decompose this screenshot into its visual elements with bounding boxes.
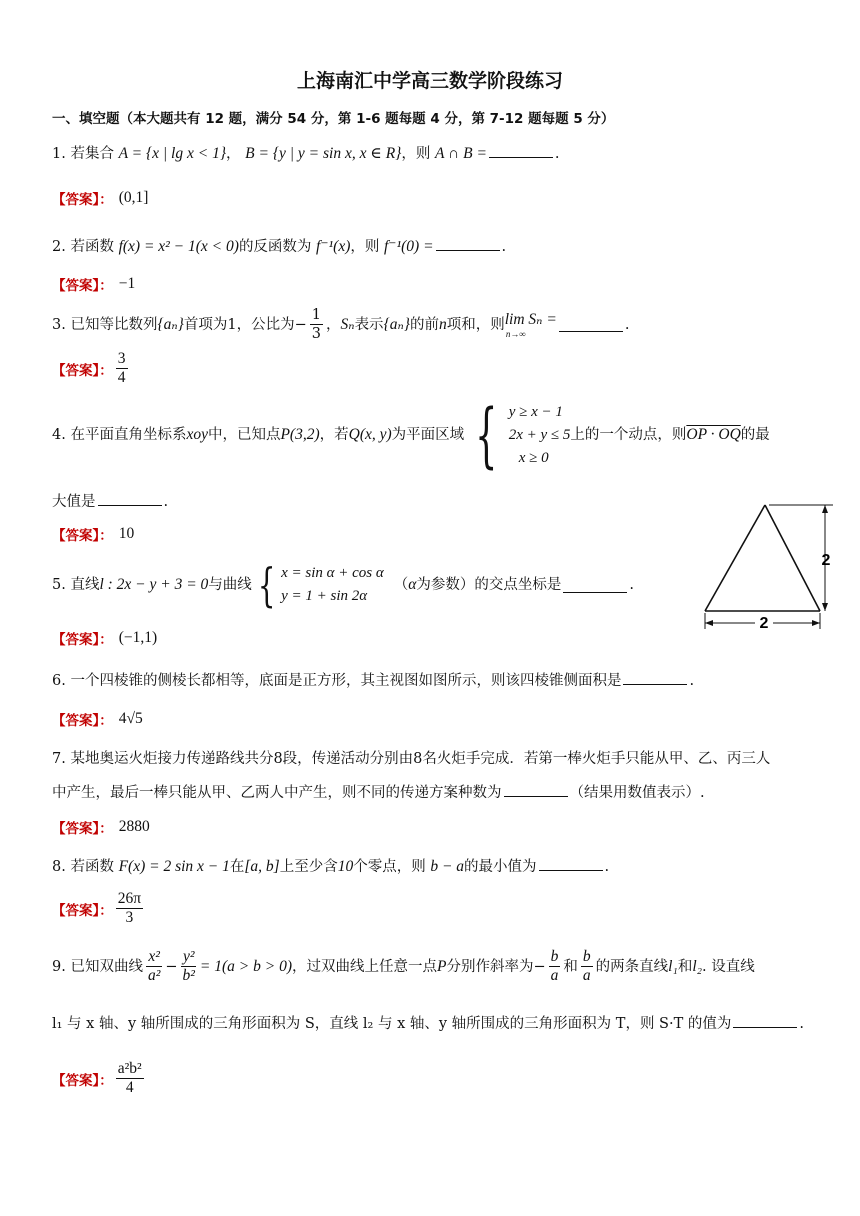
pyramid-front-view-figure [697, 495, 837, 635]
figure-left-edge [705, 505, 765, 611]
answer-label: 【答案】： [52, 713, 113, 729]
q3-sn: Sₙ [340, 315, 355, 333]
q3-text2: 首项为1，公比为 [183, 316, 295, 333]
q3-seq: {aₙ} [157, 315, 184, 333]
answer-value: (−1,1) [118, 629, 158, 646]
answer-label: 【答案】： [52, 1072, 113, 1089]
answer-1 [52, 188, 148, 208]
q4-text2: 中，已知点 [207, 427, 281, 443]
answer-5 [52, 628, 157, 648]
q9-point: P [437, 957, 447, 975]
answer-4 [52, 524, 134, 544]
q9-text3: 分别作斜率为 [446, 958, 534, 975]
answer-value [116, 1060, 144, 1097]
frac-num: x² [148, 948, 160, 965]
q8-text4: 个零点，则 [353, 859, 426, 875]
answer-blank [623, 670, 687, 685]
q2-function: f(x) = x² − 1(x < 0) [118, 238, 239, 255]
q4-end: . [163, 494, 169, 510]
question-8 [52, 856, 609, 877]
question-3 [52, 306, 629, 343]
curve-x: x = sin α + cos α [281, 565, 384, 581]
question-5 [52, 558, 634, 612]
question-9 [52, 948, 755, 985]
frac-num: b [550, 948, 559, 965]
q9-and: 和 [563, 958, 578, 975]
answer-label: 【答案】： [52, 632, 113, 648]
answer-6 [52, 709, 143, 729]
q2-text: 2. 若函数 [52, 239, 114, 255]
q1-end: . [554, 146, 560, 162]
q3-limit-expr: lim Sₙ = [504, 311, 557, 328]
q2-end: . [501, 239, 507, 255]
q3-n: n [439, 315, 447, 333]
answer-label: 【答案】： [52, 821, 113, 837]
q9-slope-pos [581, 948, 593, 985]
answer-3 [52, 350, 131, 387]
answer-blank [504, 782, 568, 797]
frac-num: b [582, 948, 591, 965]
q5-alpha: α [408, 576, 417, 593]
q9-and2: 和 [677, 958, 693, 975]
q9-l2: l₂ [692, 957, 703, 975]
answer-blank [98, 491, 162, 506]
q4-text3: ，若 [319, 427, 349, 443]
q4-plane: xoy [186, 426, 208, 443]
brace: { [475, 394, 498, 476]
q7-line2: 中产生，最后一棒只能从甲、乙两人中产生，则不同的传递方案种数为 [52, 785, 502, 801]
answer-blank [489, 143, 553, 158]
answer-label: 【答案】： [52, 192, 113, 208]
constraint-3: x ≥ 0 [518, 449, 549, 466]
answer-blank [539, 856, 603, 871]
answer-7 [52, 817, 150, 837]
q2-inverse: f⁻¹(x) [316, 238, 351, 255]
q2-text2: 的反函数为 [238, 239, 312, 255]
q1-text2: ，则 [401, 146, 431, 162]
frac-num: 3 [117, 350, 126, 367]
frac-den: a [582, 967, 591, 984]
constraint-1: y ≥ x − 1 [508, 403, 563, 420]
q9-text: 9. 已知双曲线 [52, 958, 143, 975]
q6-text: 6. 一个四棱锥的侧棱长都相等，底面是正方形，其主视图如图所示，则该四棱锥侧面积是 [52, 673, 622, 689]
q4-constraint-system [464, 394, 571, 476]
base-label: 2 [759, 615, 769, 632]
q9-text4: 的两条直线 [595, 958, 669, 975]
answer-value: (0,1] [118, 189, 149, 206]
question-4 [52, 394, 770, 476]
frac-den: 4 [117, 369, 126, 386]
frac-den: 4 [125, 1079, 134, 1096]
q9-text5: . 设直线 [702, 958, 755, 975]
q8-end: . [604, 859, 610, 875]
frac-den: 3 [125, 909, 134, 926]
frac-num: y² [182, 948, 195, 965]
answer-blank [563, 578, 627, 593]
answer-9 [52, 1060, 147, 1097]
q8-text: 8. 若函数 [52, 859, 114, 875]
q5-text3: 为参数）的交点坐标是 [416, 577, 562, 593]
q3-limit [505, 310, 557, 339]
base-arrow-left [705, 620, 713, 626]
answer-value [116, 350, 128, 387]
figure-right-edge [765, 505, 820, 611]
answer-2 [52, 274, 135, 294]
q3-sign: − [294, 316, 307, 333]
base-arrow-right [812, 620, 820, 626]
q4-cont-text: 大值是 [52, 494, 96, 510]
constraint-2: 2x + y ≤ 5 [508, 426, 571, 443]
q5-curve-system [252, 558, 384, 612]
q8-interval: [a, b] [244, 858, 280, 875]
q1-expr: A ∩ B = [434, 145, 487, 162]
answer-value: 2880 [118, 818, 150, 835]
question-9-cont [52, 1013, 804, 1034]
answer-label: 【答案】： [52, 902, 113, 919]
q3-text: 3. 已知等比数列 [52, 316, 158, 333]
q8-text5: 的最小值为 [464, 859, 537, 875]
question-2 [52, 236, 506, 257]
q3-text3: 表示 [354, 316, 384, 333]
q6-end: . [689, 673, 695, 689]
q8-count: 10 [337, 858, 354, 875]
page-title: 上海南汇中学高三数学阶段练习 [296, 70, 563, 92]
q8-function: F(x) = 2 sin x − 1 [118, 858, 230, 875]
q8-text2: 在 [229, 859, 245, 875]
answer-blank [559, 317, 623, 332]
height-arrow-bottom [822, 603, 828, 611]
answer-blank [436, 236, 500, 251]
question-7-cont [52, 782, 705, 803]
question-6 [52, 670, 694, 691]
q9-sign: − [533, 958, 546, 975]
frac-num: 26π [117, 890, 142, 907]
question-1 [52, 143, 560, 164]
q3-end: . [624, 316, 630, 333]
question-4-cont [52, 491, 168, 512]
q4-text: 4. 在平面直角坐标系 [52, 427, 187, 443]
q3-limit-sub: n→∞ [505, 329, 526, 339]
answer-8 [52, 890, 146, 927]
q1-set-b: B = {y | y = sin x, x ∈ R} [245, 145, 402, 162]
q4-text5: 上的一个动点，则 [570, 427, 687, 443]
section-heading: 一、填空题（本大题共有 12 题，满分 54 分，第 1-6 题每题 4 分，第 7-12 题每题 5 分） [52, 111, 615, 127]
q5-line: l : 2x − y + 3 = 0 [99, 576, 209, 593]
answer-label: 【答案】： [52, 528, 113, 544]
frac-num: a²b² [117, 1060, 142, 1077]
q2-text3: ，则 [350, 239, 380, 255]
q1-set-a: A = {x | lg x < 1} [118, 145, 227, 162]
answer-value: 10 [118, 525, 135, 542]
q8-diff: b − a [430, 858, 465, 875]
answer-label: 【答案】： [52, 362, 113, 379]
q5-text: 5. 直线 [52, 577, 100, 593]
frac-den: a² [147, 967, 161, 984]
q4-point-q: Q(x, y) [348, 426, 392, 443]
answer-label: 【答案】： [52, 278, 113, 294]
q9-frac-y [181, 948, 197, 985]
q1-text: 1. 若集合 [52, 146, 114, 162]
system-lines [509, 401, 571, 470]
q3-text4: 的前 [410, 316, 439, 333]
q9-text2: ，过双曲线上任意一点 [292, 958, 437, 975]
curve-y: y = 1 + sin 2α [281, 588, 368, 604]
answer-blank [733, 1013, 797, 1028]
frac-den: a [550, 967, 559, 984]
q5-text2: 与曲线 [208, 577, 252, 593]
q7-line1: 7. 某地奥运火炬接力传递路线共分8段，传递活动分别由8名火炬手完成．若第一棒火炬手只能从甲、乙、丙三人 [52, 751, 771, 767]
q9-slope-neg [549, 948, 561, 985]
answer-value: −1 [118, 275, 136, 292]
q3-seq2: {aₙ} [383, 315, 410, 333]
q4-text4: 为平面区域 [391, 427, 465, 443]
height-label: 2 [821, 552, 831, 569]
q9-minus: − [165, 958, 178, 975]
q3-ratio-fraction [310, 306, 323, 343]
system-lines [281, 562, 384, 608]
frac-den: b² [182, 967, 195, 984]
brace: { [257, 558, 276, 612]
question-7 [52, 749, 770, 769]
q9-l1: l₁ [668, 957, 678, 975]
q4-text6: 的最 [740, 427, 770, 443]
answer-value [116, 890, 143, 927]
q8-text3: 上至少含 [279, 859, 338, 875]
q9-frac-x [146, 948, 162, 985]
q4-point-p: P(3,2) [280, 426, 320, 443]
q9-end: . [799, 1016, 804, 1032]
height-arrow-top [822, 505, 828, 513]
q3-sep: ， [326, 316, 341, 333]
q2-expr: f⁻¹(0) = [384, 238, 434, 255]
q7-end: （结果用数值表示）. [569, 785, 705, 801]
q5-paren: （ [393, 577, 409, 593]
q9-eq: = 1(a > b > 0) [199, 957, 292, 975]
q5-end: . [629, 577, 634, 593]
q3-text5: 项和，则 [446, 316, 505, 333]
q4-dot-product: OP · OQ [686, 426, 741, 443]
q9-line2: l₁ 与 x 轴、y 轴所围成的三角形面积为 S，直线 l₂ 与 x 轴、y 轴所围成的三角形面积为 T，则 S·T 的值为 [52, 1016, 732, 1032]
q1-sep: ， [226, 146, 241, 162]
frac-num: 1 [311, 307, 322, 323]
answer-value: 4√5 [118, 710, 143, 727]
frac-den: 3 [311, 326, 322, 342]
